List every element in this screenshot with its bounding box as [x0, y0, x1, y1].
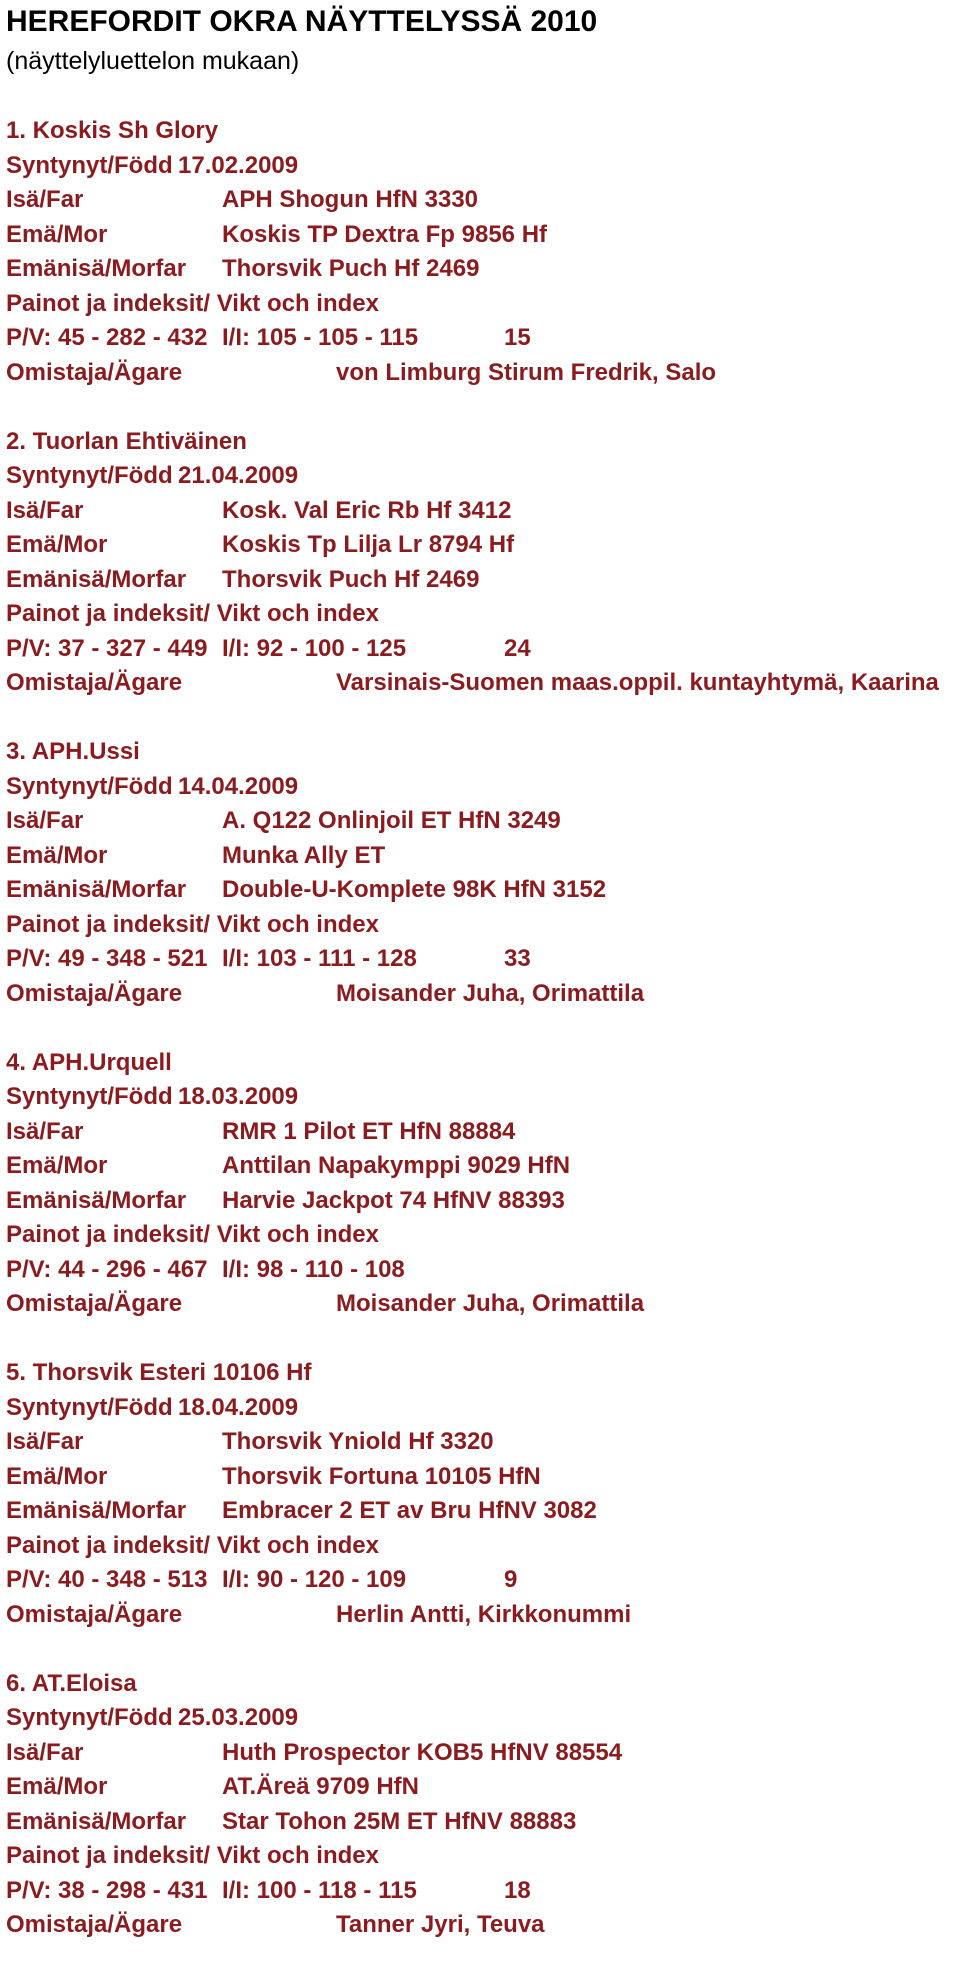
weights-row	[6, 632, 956, 667]
sire-value: Thorsvik Yniold Hf 3320	[222, 1428, 494, 1455]
born-row	[6, 1701, 956, 1736]
sire-label: Isä/Far	[6, 1428, 84, 1455]
dam-value: Anttilan Napakymppi 9029 HfN	[222, 1152, 571, 1179]
born-value: 18.03.2009	[178, 1083, 299, 1110]
animal-entry	[6, 425, 956, 701]
maternal-grandsire-row	[6, 1805, 956, 1840]
weights-heading-row	[6, 1839, 956, 1874]
animal-entry	[6, 114, 956, 390]
dam-label: Emä/Mor	[6, 1773, 108, 1800]
entry-name-row	[6, 735, 956, 770]
sire-value: Kosk. Val Eric Rb Hf 3412	[222, 496, 512, 524]
weights-row	[6, 321, 956, 356]
dam-value: Thorsvik Fortuna 10105 HfN	[222, 1462, 541, 1490]
sire-row	[6, 1115, 956, 1150]
dam-row	[6, 1770, 956, 1805]
animal-entry	[6, 1667, 956, 1943]
owner-value: Varsinais-Suomen maas.oppil. kuntayhtymä, Kaarina	[336, 669, 939, 696]
weights-heading-row	[6, 1529, 956, 1564]
owner-value: Tanner Jyri, Teuva	[336, 1911, 545, 1938]
weights-heading-label: Painot ja indeksit/ Vikt och index	[6, 289, 379, 317]
maternal-grandsire-row	[6, 563, 956, 598]
sire-value: APH Shogun HfN 3330	[222, 186, 479, 213]
dam-row	[6, 1149, 956, 1184]
document-subtitle: (näyttelyluettelon mukaan)	[6, 47, 300, 75]
sire-value: RMR 1 Pilot ET HfN 88884	[222, 1117, 516, 1145]
weights-heading-label: Painot ja indeksit/ Vikt och index	[6, 1842, 379, 1869]
maternal-grandsire-value: Double-U-Komplete 98K HfN 3152	[222, 876, 607, 903]
owner-value: Herlin Antti, Kirkkonummi	[336, 1600, 632, 1628]
born-label: Syntynyt/Född	[6, 772, 173, 800]
dam-row	[6, 218, 956, 253]
entry-name: 6. AT.Eloisa	[6, 1669, 137, 1697]
maternal-grandsire-row	[6, 252, 956, 287]
entry-name: 4. APH.Urquell	[6, 1048, 172, 1076]
animal-entry	[6, 1356, 956, 1632]
extra-value: 9	[504, 1566, 518, 1593]
entry-list	[6, 114, 956, 1943]
maternal-grandsire-label: Emänisä/Morfar	[6, 255, 187, 282]
born-value: 21.04.2009	[178, 462, 299, 489]
weights-heading-label: Painot ja indeksit/ Vikt och index	[6, 600, 379, 627]
born-value: 17.02.2009	[178, 151, 299, 179]
maternal-grandsire-row	[6, 873, 956, 908]
sire-value: Huth Prospector KOB5 HfNV 88554	[222, 1738, 623, 1766]
owner-value: von Limburg Stirum Fredrik, Salo	[336, 358, 717, 386]
owner-label: Omistaja/Ägare	[6, 669, 183, 696]
animal-entry	[6, 1046, 956, 1322]
owner-row	[6, 1598, 956, 1633]
sire-label: Isä/Far	[6, 1117, 84, 1145]
weights-heading-row	[6, 1218, 956, 1253]
maternal-grandsire-label: Emänisä/Morfar	[6, 565, 187, 593]
weights-row	[6, 1563, 956, 1598]
born-label: Syntynyt/Född	[6, 151, 173, 179]
born-label: Syntynyt/Född	[6, 1393, 173, 1421]
document-title: HEREFORDIT OKRA NÄYTTELYSSÄ 2010	[6, 5, 598, 38]
indexes-value: I/I: 105 - 105 - 115	[222, 324, 419, 351]
born-value: 25.03.2009	[178, 1704, 299, 1731]
maternal-grandsire-row	[6, 1184, 956, 1219]
born-label: Syntynyt/Född	[6, 462, 173, 489]
dam-row	[6, 528, 956, 563]
indexes-value: I/I: 103 - 111 - 128	[222, 945, 417, 972]
owner-label: Omistaja/Ägare	[6, 358, 183, 386]
sire-row	[6, 804, 956, 839]
maternal-grandsire-label: Emänisä/Morfar	[6, 1807, 187, 1835]
weights-value: P/V: 45 - 282 - 432	[6, 324, 208, 351]
entry-name: 3. APH.Ussi	[6, 738, 140, 765]
extra-value: 24	[504, 634, 531, 662]
weights-row	[6, 942, 956, 977]
document-page	[6, 0, 956, 1977]
born-row	[6, 770, 956, 805]
owner-row	[6, 666, 956, 701]
sire-label: Isä/Far	[6, 496, 84, 524]
extra-value: 18	[504, 1876, 531, 1904]
dam-value: AT.Äreä 9709 HfN	[222, 1773, 419, 1800]
dam-label: Emä/Mor	[6, 1462, 108, 1490]
owner-label: Omistaja/Ägare	[6, 979, 183, 1007]
owner-label: Omistaja/Ägare	[6, 1290, 183, 1317]
indexes-value: I/I: 92 - 100 - 125	[222, 634, 407, 662]
dam-label: Emä/Mor	[6, 1152, 108, 1179]
dam-label: Emä/Mor	[6, 531, 108, 558]
weights-heading-row	[6, 908, 956, 943]
maternal-grandsire-value: Harvie Jackpot 74 HfNV 88393	[222, 1186, 565, 1214]
maternal-grandsire-row	[6, 1494, 956, 1529]
entry-name: 5. Thorsvik Esteri 10106 Hf	[6, 1359, 312, 1386]
owner-row	[6, 356, 956, 391]
sire-label: Isä/Far	[6, 1738, 84, 1766]
weights-heading-row	[6, 597, 956, 632]
sire-row	[6, 494, 956, 529]
weights-heading-label: Painot ja indeksit/ Vikt och index	[6, 1531, 379, 1559]
weights-value: P/V: 44 - 296 - 467	[6, 1255, 208, 1283]
maternal-grandsire-label: Emänisä/Morfar	[6, 1186, 187, 1214]
born-label: Syntynyt/Född	[6, 1083, 173, 1110]
extra-value: 33	[504, 945, 531, 972]
indexes-value: I/I: 90 - 120 - 109	[222, 1566, 407, 1593]
weights-heading-label: Painot ja indeksit/ Vikt och index	[6, 1221, 379, 1248]
indexes-value: I/I: 98 - 110 - 108	[222, 1255, 405, 1283]
entry-name-row	[6, 1046, 956, 1081]
born-value: 14.04.2009	[178, 772, 299, 800]
entry-name-row	[6, 425, 956, 460]
born-row	[6, 1080, 956, 1115]
dam-row	[6, 1460, 956, 1495]
weights-row	[6, 1253, 956, 1288]
owner-row	[6, 1287, 956, 1322]
entry-name-row	[6, 114, 956, 149]
sire-row	[6, 1425, 956, 1460]
maternal-grandsire-value: Star Tohon 25M ET HfNV 88883	[222, 1807, 577, 1835]
owner-row	[6, 1908, 956, 1943]
owner-label: Omistaja/Ägare	[6, 1911, 183, 1938]
extra-value: 15	[504, 324, 531, 351]
weights-value: P/V: 49 - 348 - 521	[6, 945, 208, 972]
born-value: 18.04.2009	[178, 1393, 299, 1421]
dam-value: Munka Ally ET	[222, 841, 386, 869]
born-label: Syntynyt/Född	[6, 1704, 173, 1731]
dam-label: Emä/Mor	[6, 220, 108, 248]
weights-heading-label: Painot ja indeksit/ Vikt och index	[6, 910, 379, 938]
entry-name: 2. Tuorlan Ehtiväinen	[6, 427, 247, 455]
owner-value: Moisander Juha, Orimattila	[336, 1290, 645, 1317]
weights-value: P/V: 40 - 348 - 513	[6, 1566, 208, 1593]
owner-value: Moisander Juha, Orimattila	[336, 979, 645, 1007]
dam-value: Koskis TP Dextra Fp 9856 Hf	[222, 220, 548, 248]
dam-label: Emä/Mor	[6, 841, 108, 869]
entry-name-row	[6, 1356, 956, 1391]
maternal-grandsire-value: Thorsvik Puch Hf 2469	[222, 565, 480, 593]
born-row	[6, 1391, 956, 1426]
entry-name: 1. Koskis Sh Glory	[6, 117, 219, 144]
sire-row	[6, 183, 956, 218]
sire-value: A. Q122 Onlinjoil ET HfN 3249	[222, 807, 561, 834]
maternal-grandsire-label: Emänisä/Morfar	[6, 1497, 187, 1524]
weights-heading-row	[6, 287, 956, 322]
dam-value: Koskis Tp Lilja Lr 8794 Hf	[222, 531, 515, 558]
sire-row	[6, 1736, 956, 1771]
born-row	[6, 459, 956, 494]
maternal-grandsire-value: Thorsvik Puch Hf 2469	[222, 255, 480, 282]
owner-label: Omistaja/Ägare	[6, 1600, 183, 1628]
entry-name-row	[6, 1667, 956, 1702]
indexes-value: I/I: 100 - 118 - 115	[222, 1876, 417, 1904]
weights-row	[6, 1874, 956, 1909]
maternal-grandsire-value: Embracer 2 ET av Bru HfNV 3082	[222, 1497, 597, 1524]
sire-label: Isä/Far	[6, 186, 84, 213]
maternal-grandsire-label: Emänisä/Morfar	[6, 876, 187, 903]
animal-entry	[6, 735, 956, 1011]
weights-value: P/V: 37 - 327 - 449	[6, 634, 208, 662]
born-row	[6, 149, 956, 184]
dam-row	[6, 839, 956, 874]
owner-row	[6, 977, 956, 1012]
weights-value: P/V: 38 - 298 - 431	[6, 1876, 208, 1904]
sire-label: Isä/Far	[6, 807, 84, 834]
